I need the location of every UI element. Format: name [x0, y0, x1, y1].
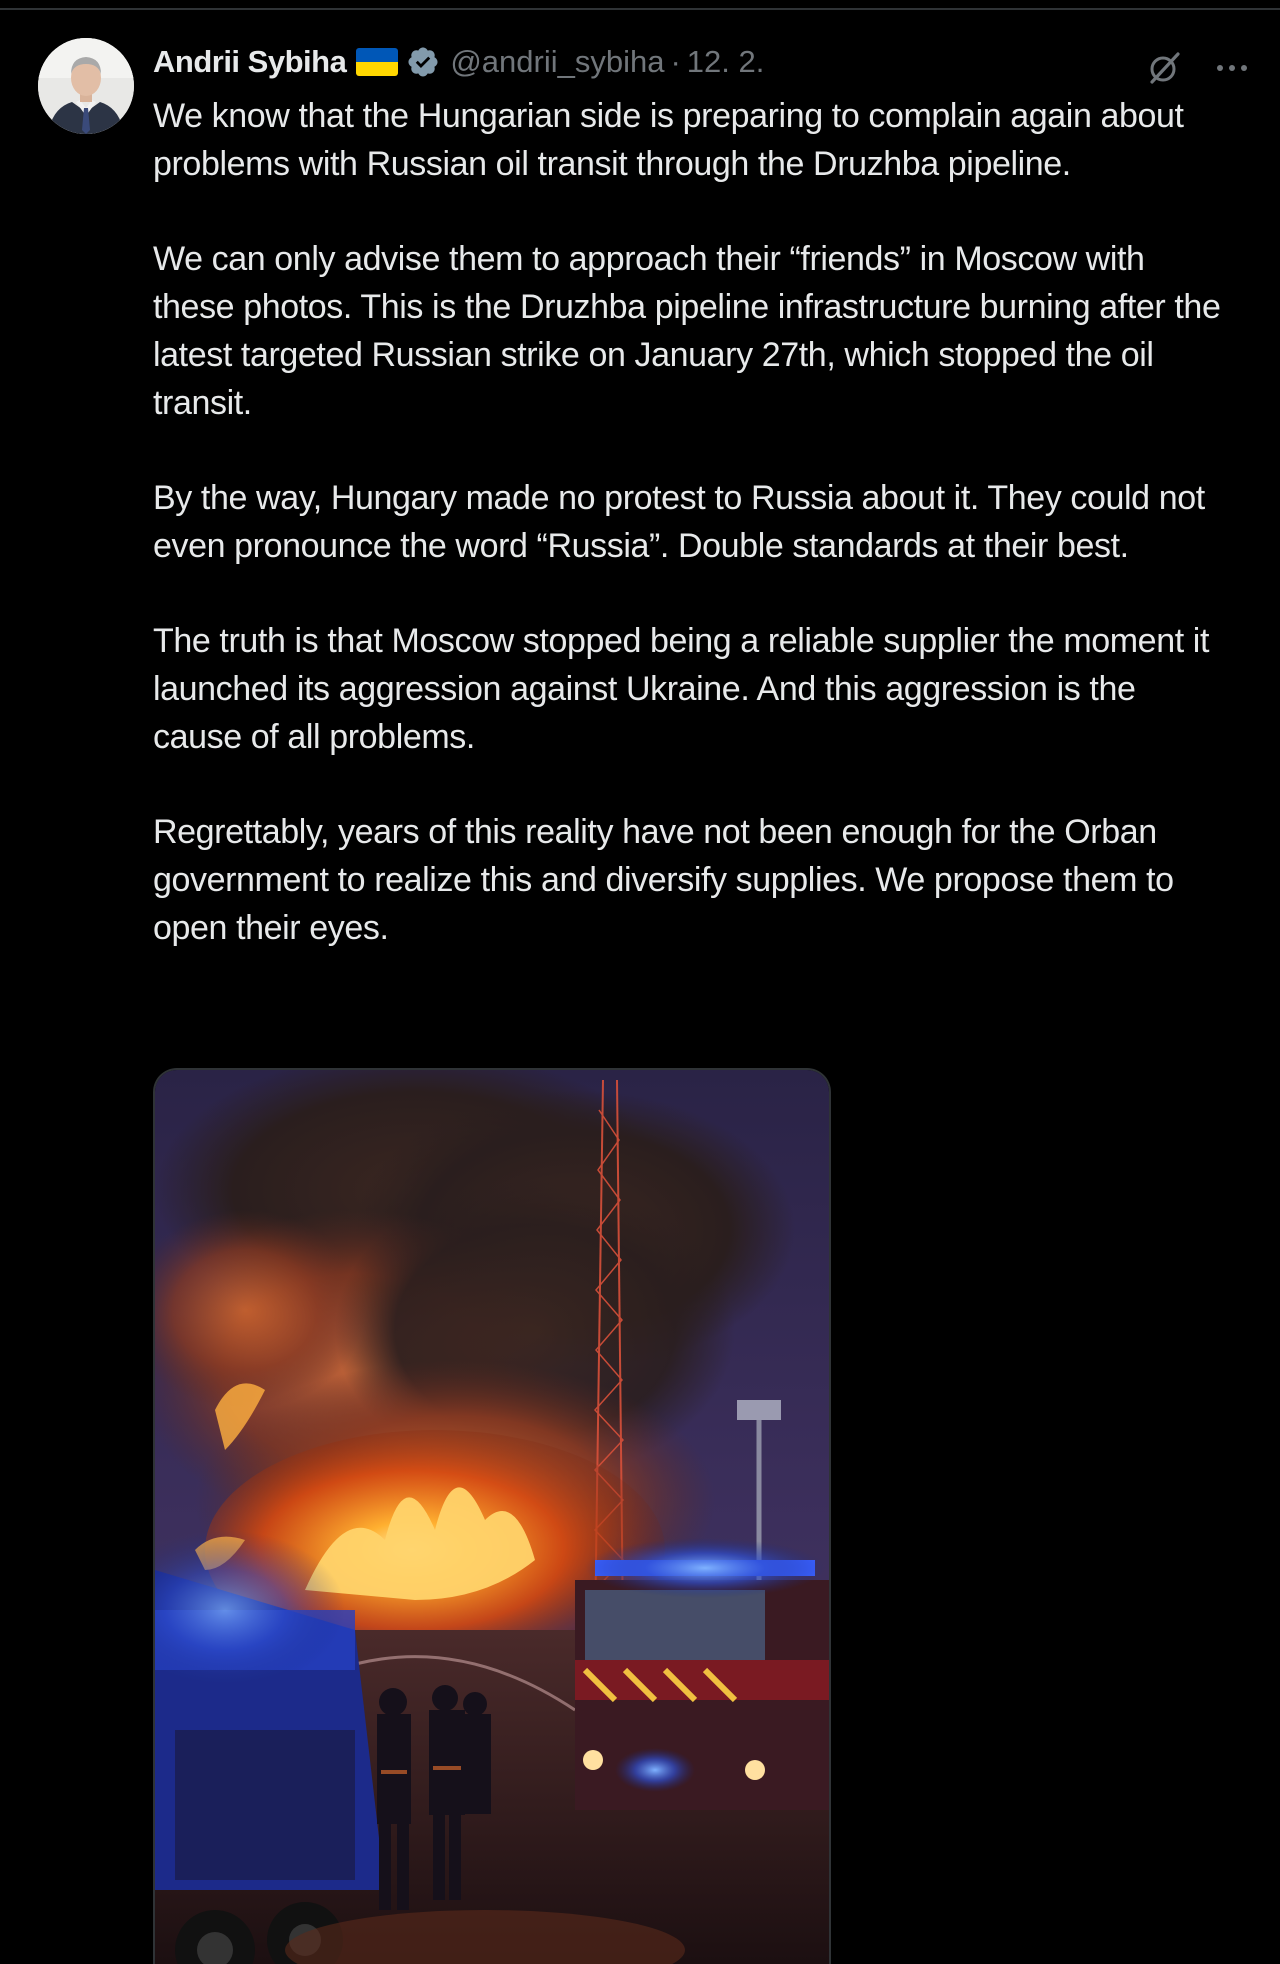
avatar[interactable] [38, 38, 134, 134]
tweet-text [153, 92, 1233, 999]
tweet-paragraph: By the way, Hungary made no protest to Russia about it. They could not even pronounce the word “Russia”. Double standards at their best. [153, 479, 1205, 565]
tweet-paragraph: We know that the Hungarian side is preparing to complain again about problems with Russian oil transit through the Druzhba pipeline. [153, 97, 1184, 183]
header-actions [1144, 48, 1252, 88]
tweet-header [153, 40, 764, 84]
grok-icon[interactable] [1144, 48, 1184, 88]
verified-badge-icon[interactable] [406, 45, 440, 79]
author-display-name[interactable]: Andrii Sybiha [153, 44, 347, 79]
avatar-portrait [38, 38, 134, 134]
fire-scene-image [155, 1070, 831, 1964]
tweet-photo[interactable] [153, 1068, 831, 1964]
author-handle[interactable]: @andrii_sybiha [450, 44, 665, 79]
more-options-icon[interactable] [1212, 48, 1252, 88]
tweet-paragraph: Regrettably, years of this reality have not been enough for the Orban government to realize this and diversify supplies. We propose them to open their eyes. [153, 813, 1174, 947]
header-separator: · [670, 44, 681, 79]
tweet[interactable] [0, 10, 1280, 1964]
ukraine-flag-icon [356, 48, 398, 76]
tweet-paragraph: The truth is that Moscow stopped being a reliable supplier the moment it launched its aggression against Ukraine. And this aggression is the cause of all problems. [153, 622, 1209, 756]
tweet-paragraph: We can only advise them to approach their “friends” in Moscow with these photos. This is the Druzhba pipeline infrastructure burning after the latest targeted Russian strike on January 27th, which stopped the oil transit. [153, 240, 1221, 422]
top-divider [0, 0, 1280, 10]
tweet-date[interactable]: 12. 2. [686, 44, 765, 79]
